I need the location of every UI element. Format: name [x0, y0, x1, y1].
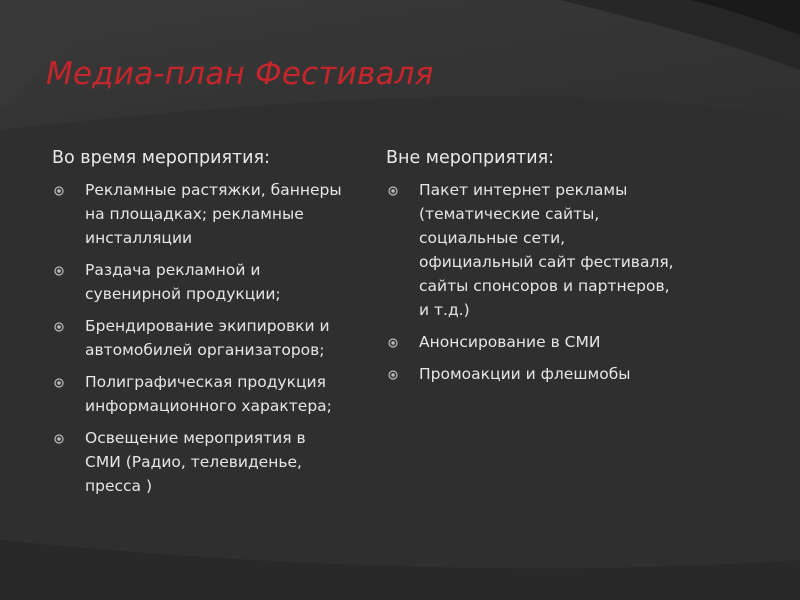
circle-bullet-icon	[388, 338, 398, 348]
column-heading: Во время мероприятия:	[52, 148, 270, 168]
list-item-text: Освещение мероприятия в СМИ (Радио, телевиденье, пресса )	[85, 429, 306, 495]
list-item	[386, 178, 676, 322]
list-item-text: Брендирование экипировки и автомобилей организаторов;	[85, 317, 330, 359]
column-outside-event	[386, 146, 676, 394]
list-item-text: Пакет интернет рекламы (тематические сайты, социальные сети, официальный сайт фестиваля, сайты спонсоров и партнеров, и т.д.)	[419, 181, 674, 319]
list-item	[52, 178, 352, 250]
list-item-text: Анонсирование в СМИ	[419, 333, 601, 351]
list-item-text: Промоакции и флешмобы	[419, 365, 631, 383]
list-item-text: Полиграфическая продукция информационного характера;	[85, 373, 332, 415]
column-during-event	[52, 146, 352, 506]
circle-bullet-icon	[388, 186, 398, 196]
circle-bullet-icon	[54, 266, 64, 276]
bullet-list	[386, 178, 676, 386]
circle-bullet-icon	[54, 378, 64, 388]
list-item	[52, 258, 352, 306]
circle-bullet-icon	[54, 322, 64, 332]
circle-bullet-icon	[54, 434, 64, 444]
list-item	[52, 314, 352, 362]
circle-bullet-icon	[54, 186, 64, 196]
list-item-text: Раздача рекламной и сувенирной продукции;	[85, 261, 281, 303]
list-item	[386, 362, 676, 386]
list-item	[52, 426, 352, 498]
list-item	[386, 330, 676, 354]
circle-bullet-icon	[388, 370, 398, 380]
column-heading: Вне мероприятия:	[386, 148, 555, 168]
bullet-list	[52, 178, 352, 498]
list-item	[52, 370, 352, 418]
slide-title: Медиа-план Фестиваля	[46, 56, 434, 92]
list-item-text: Рекламные растяжки, баннеры на площадках; рекламные инсталляции	[85, 181, 342, 247]
